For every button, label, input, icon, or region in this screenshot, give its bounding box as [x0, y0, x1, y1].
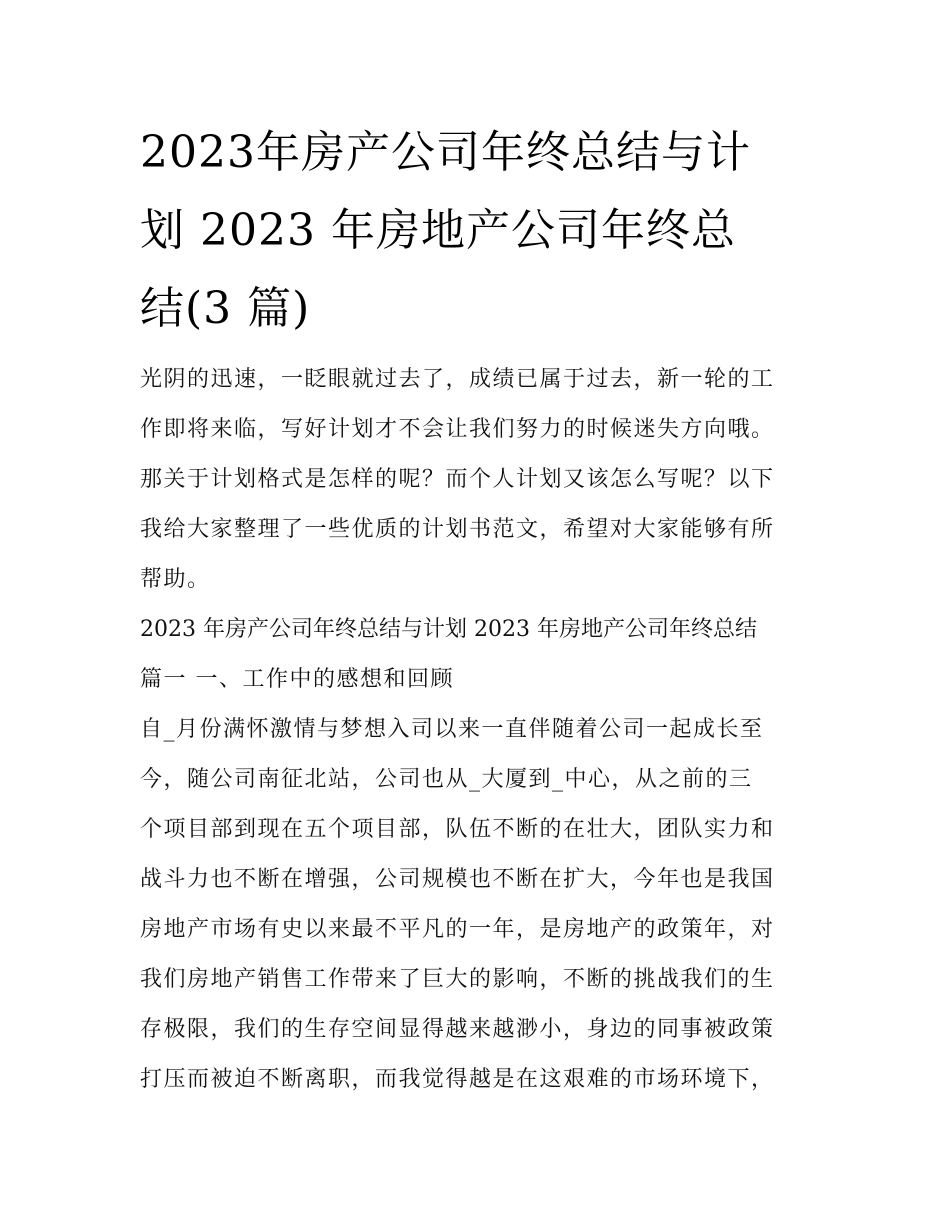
title-line-2: 划 2023 年房地产公司年终总: [140, 205, 736, 256]
intro-line-4: 我给大家整理了一些优质的计划书范文，希望对大家能够有所: [140, 517, 775, 542]
document-title: [140, 114, 820, 348]
intro-line-1: 光阴的迅速，一眨眼就过去了，成绩已属于过去，新一轮的工: [140, 367, 775, 392]
intro-paragraph: [140, 355, 820, 605]
document-body: [140, 355, 820, 1105]
title-line-1: 2023年房产公司年终总结与计: [140, 127, 751, 178]
section-heading: [140, 605, 820, 705]
heading-line-1: 2023 年房产公司年终总结与计划 2023 年房地产公司年终总结: [140, 617, 757, 642]
body-line-6: 我们房地产销售工作带来了巨大的影响，不断的挑战我们的生: [140, 967, 775, 992]
body-line-7: 存极限，我们的生存空间显得越来越渺小，身边的同事被政策: [140, 1017, 775, 1042]
body-paragraph: [140, 705, 820, 1105]
body-line-5: 房地产市场有史以来最不平凡的一年，是房地产的政策年，对: [140, 917, 775, 942]
title-line-3: 结(3 篇): [140, 283, 311, 334]
body-line-4: 战斗力也不断在增强，公司规模也不断在扩大，今年也是我国: [140, 867, 775, 892]
heading-line-2: 篇一 一、工作中的感想和回顾: [140, 667, 454, 692]
intro-line-2: 作即将来临，写好计划才不会让我们努力的时候迷失方向哦。: [140, 417, 775, 442]
intro-line-3: 那关于计划格式是怎样的呢？而个人计划又该怎么写呢？以下: [140, 467, 775, 492]
intro-line-5: 帮助。: [140, 567, 211, 592]
body-line-3: 个项目部到现在五个项目部，队伍不断的在壮大，团队实力和: [140, 817, 775, 842]
body-line-2: 今，随公司南征北站，公司也从_大厦到_中心，从之前的三: [140, 767, 753, 792]
body-line-8: 打压而被迫不断离职，而我觉得越是在这艰难的市场环境下，: [140, 1067, 775, 1092]
body-line-1: 自_月份满怀激情与梦想入司以来一直伴随着公司一起成长至: [140, 717, 764, 742]
